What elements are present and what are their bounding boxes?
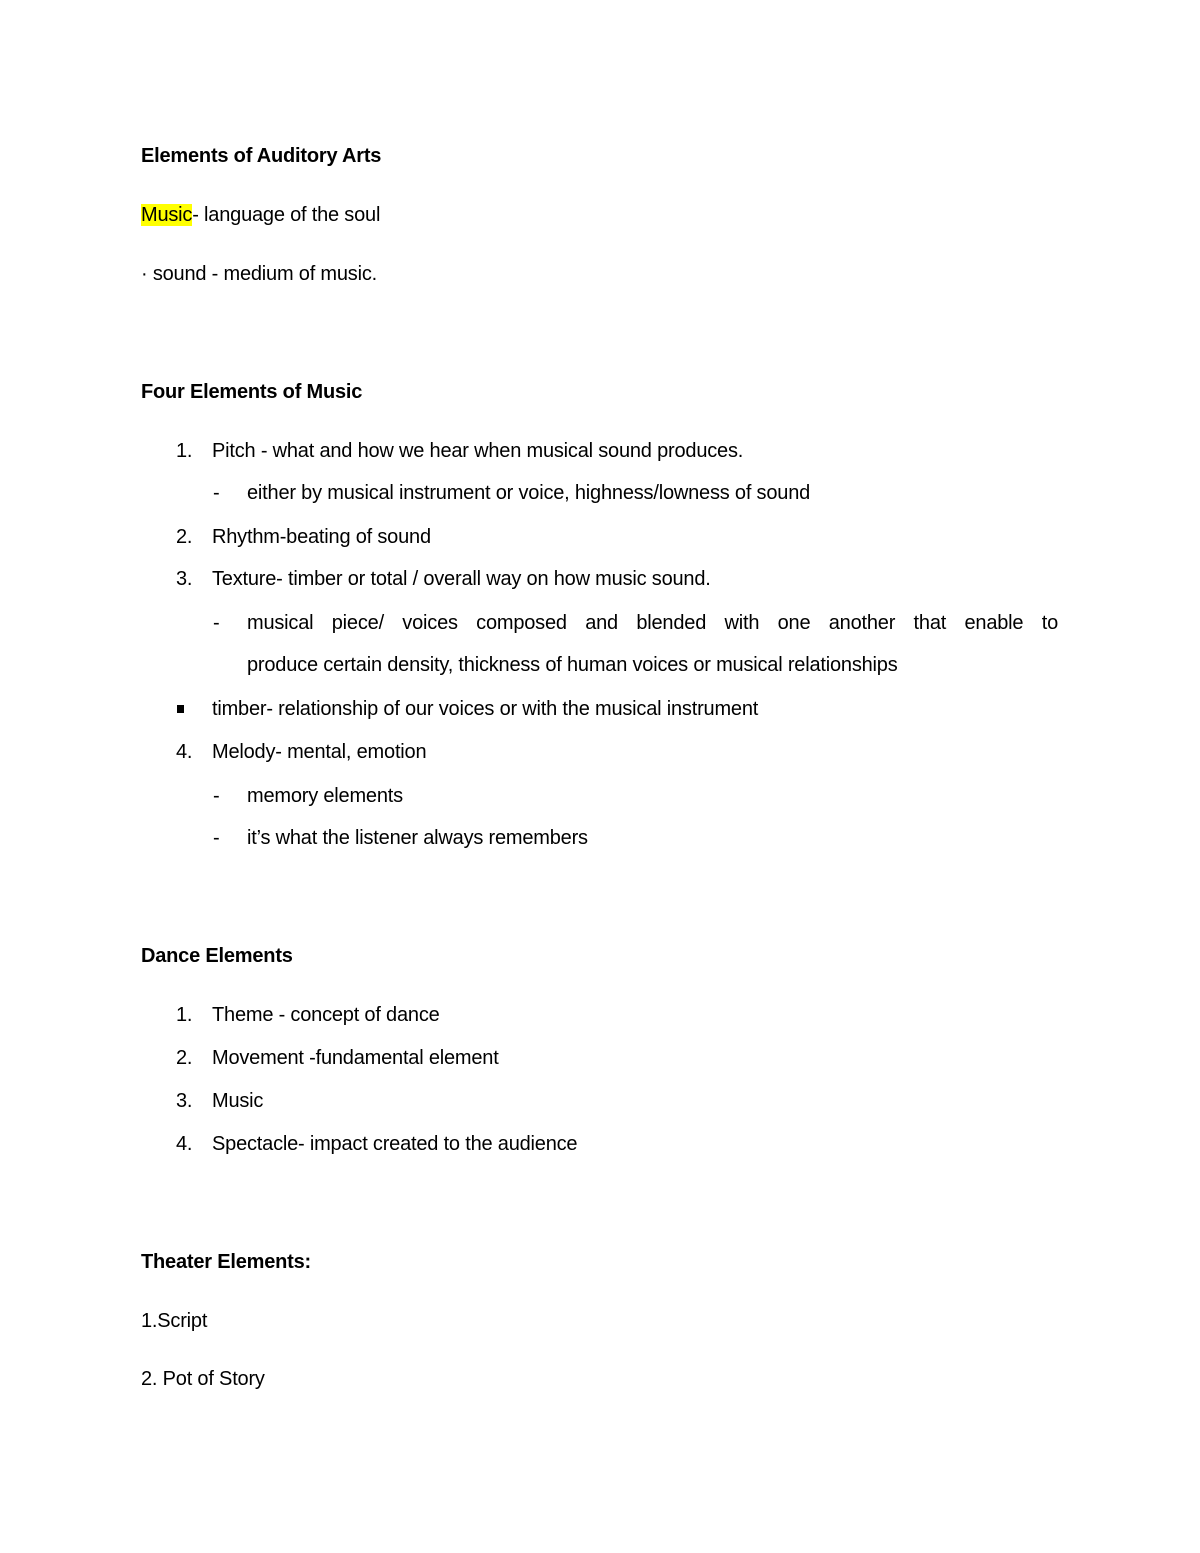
- dance-item-spectacle: Spectacle- impact created to the audience: [212, 1133, 578, 1155]
- theater-item-story: 2. Pot of Story: [141, 1368, 265, 1390]
- melody-text: Melody- mental, emotion: [212, 741, 427, 763]
- dash-marker: -: [213, 612, 220, 634]
- pitch-subitem: either by musical instrument or voice, highness/lowness of sound: [247, 482, 811, 504]
- texture-number: 3.: [176, 568, 193, 590]
- melody-number: 4.: [176, 741, 193, 763]
- sound-line: · sound - medium of music.: [141, 263, 377, 285]
- melody-subitem-1: memory elements: [247, 785, 403, 807]
- heading-four-elements: Four Elements of Music: [141, 381, 363, 403]
- music-definition-text: - language of the soul: [192, 204, 381, 226]
- square-bullet-icon: [177, 705, 184, 713]
- rhythm-text: Rhythm-beating of sound: [212, 526, 431, 548]
- dance-item-music: Music: [212, 1090, 264, 1112]
- texture-text: Texture- timber or total / overall way on how music sound.: [212, 568, 711, 590]
- heading-dance-elements: Dance Elements: [141, 945, 293, 967]
- heading-auditory-arts: Elements of Auditory Arts: [141, 145, 382, 167]
- texture-subitem-line-1: musical piece/ voices composed and blended with one another that enable to: [247, 612, 1058, 634]
- music-definition: [141, 203, 380, 227]
- dance-item-movement: Movement -fundamental element: [212, 1047, 499, 1069]
- dash-marker: -: [213, 785, 220, 807]
- theater-item-script: 1.Script: [141, 1310, 208, 1332]
- dash-marker: -: [213, 482, 220, 504]
- dance-item-number: 3.: [176, 1090, 193, 1112]
- dance-item-number: 4.: [176, 1133, 193, 1155]
- music-term-highlighted: Music: [141, 204, 193, 226]
- melody-subitem-2: it’s what the listener always remembers: [247, 827, 588, 849]
- texture-subitem-line-2: produce certain density, thickness of human voices or musical relationships: [247, 654, 898, 676]
- pitch-text: Pitch - what and how we hear when musical sound produces.: [212, 440, 744, 462]
- timber-note: timber- relationship of our voices or with the musical instrument: [212, 698, 759, 720]
- dance-item-theme: Theme - concept of dance: [212, 1004, 440, 1026]
- heading-theater-elements: Theater Elements:: [141, 1251, 311, 1273]
- dance-item-number: 1.: [176, 1004, 193, 1026]
- rhythm-number: 2.: [176, 526, 193, 548]
- dash-marker: -: [213, 827, 220, 849]
- pitch-number: 1.: [176, 440, 193, 462]
- dance-item-number: 2.: [176, 1047, 193, 1069]
